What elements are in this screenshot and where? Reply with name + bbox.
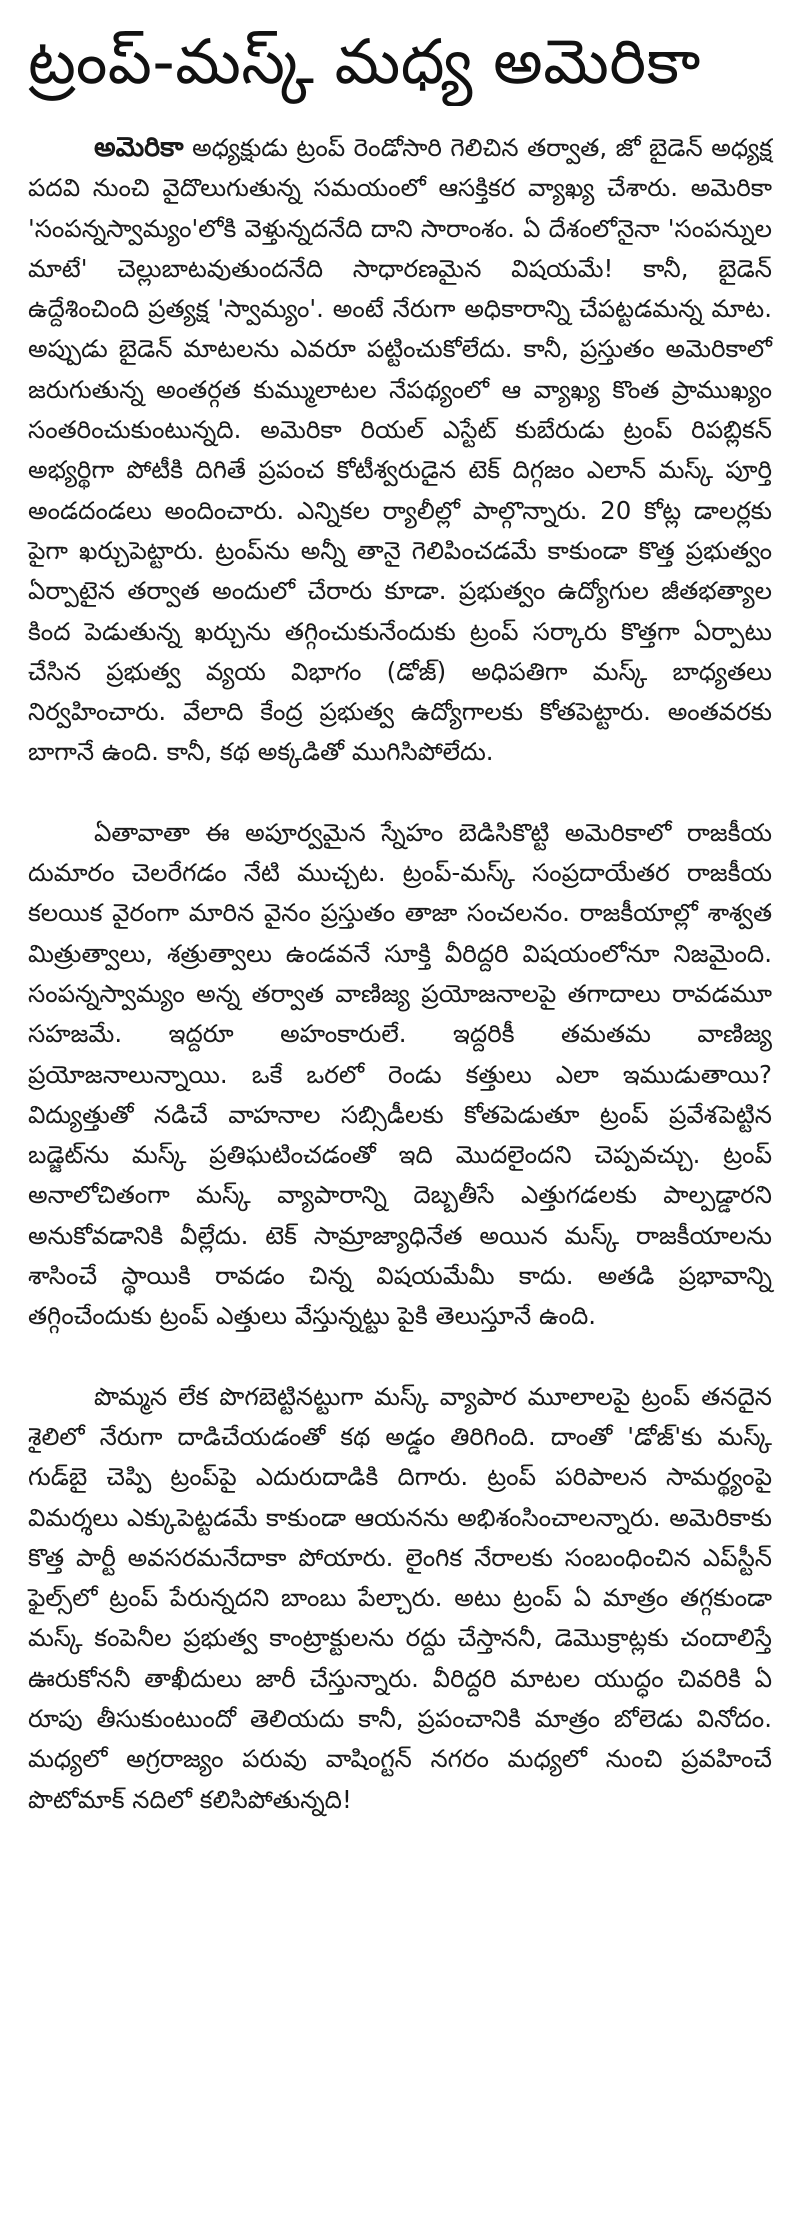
article-body xyxy=(28,128,772,1820)
paragraph-1 xyxy=(28,128,772,773)
article-headline: ట్రంప్-మస్క్ మధ్య అమెరికా xyxy=(28,25,701,98)
paragraph-3: పొమ్మన లేక పొగబెట్టినట్టుగా మస్క్ వ్యాపార మూలాలపై ట్రంప్ తనదైన శైలిలో నేరుగా దాడిచేయడంతో కథ అడ్డం తిరిగింది. దాంతో 'డోజ్'కు మస్క్ గుడ్‌బై చెప్పి ట్రంప్‌పై ఎదురుదాడికి దిగారు. ట్రంప్ పరిపాలన సామర్థ్యంపై విమర్శలు ఎక్కుపెట్టడమే కాకుండా ఆయనను అభిశంసించాలన్నారు. అమెరికాకు కొత్త పార్టీ అవసరమనేదాకా పోయారు. లైంగిక నేరాలకు సంబంధించిన ఎప్‌స్టీన్ ఫైల్స్‌లో ట్రంప్ పేరున్నదని బాంబు పేల్చారు. అటు ట్రంప్ ఏ మాత్రం తగ్గకుండా మస్క్ కంపెనీల ప్రభుత్వ కాంట్రాక్టులను రద్దు చేస్తాననీ, డెమొక్రాట్లకు చందాలిస్తే ఊరుకోననీ తాఖీదులు జారీ చేస్తున్నారు. వీరిద్దరి మాటల యుద్ధం చివరికి ఏ రూపు తీసుకుంటుందో తెలియదు కానీ, ప్రపంచానికి మాత్రం బోలెడు వినోదం. మధ్యలో అగ్రరాజ్యం పరువు వాషింగ్టన్ నగరం మధ్యలో నుంచి ప్రవహించే పొటోమాక్ నదిలో కలిసిపోతున్నది! xyxy=(28,1381,772,1814)
lead-word: అమెరికా xyxy=(94,132,184,163)
paragraph-2: ఏతావాతా ఈ అపూర్వమైన స్నేహం బెడిసికొట్టి అమెరికాలో రాజకీయ దుమారం చెలరేగడం నేటి ముచ్చట. ట్రంప్-మస్క్ సంప్రదాయేతర రాజకీయ కలయిక వైరంగా మారిన వైనం ప్రస్తుతం తాజా సంచలనం. రాజకీయాల్లో శాశ్వత మిత్రుత్వాలు, శత్రుత్వాలు ఉండవనే సూక్తి వీరిద్దరి విషయంలోనూ నిజమైంది. సంపన్నస్వామ్యం అన్న తర్వాత వాణిజ్య ప్రయోజనాలపై తగాదాలు రావడమూ సహజమే. ఇద్దరూ అహంకారులే. ఇద్దరికీ తమతమ వాణిజ్య ప్రయోజనాలున్నాయి. ఒకే ఒరలో రెండు కత్తులు ఎలా ఇముడుతాయి? విద్యుత్తుతో నడిచే వాహనాల సబ్సిడీలకు కోతపెడుతూ ట్రంప్ ప్రవేశపెట్టిన బడ్జెట్‌ను మస్క్ ప్రతిఘటించడంతో ఇది మొదలైందని చెప్పవచ్చు. ట్రంప్ అనాలోచితంగా మస్క్ వ్యాపారాన్ని దెబ్బతీసే ఎత్తుగడలకు పాల్పడ్డారని అనుకోవడానికి వీల్లేదు. టెక్ సామ్రాజ్యాధినేత అయిన మస్క్ రాజకీయాలను శాసించే స్థాయికి రావడం చిన్న విషయమేమీ కాదు. అతడి ప్రభావాన్ని తగ్గించేందుకు ట్రంప్ ఎత్తులు వేస్తున్నట్టు పైకి తెలుస్తూనే ఉంది. xyxy=(28,817,772,1331)
paragraph-1-text: అధ్యక్షుడు ట్రంప్ రెండోసారి గెలిచిన తర్వాత, జో బైడెన్ అధ్యక్ష పదవి నుంచి వైదొలుగుతున్న సమయంలో ఆసక్తికర వ్యాఖ్య చేశారు. అమెరికా 'సంపన్నస్వామ్యం'లోకి వెళ్తున్నదనేది దాని సారాంశం. ఏ దేశంలోనైనా 'సంపన్నుల మాటే' చెల్లుబాటవుతుందనేది సాధారణమైన విషయమే! కానీ, బైడెన్ ఉద్దేశించింది ప్రత్యక్ష 'స్వామ్యం'. అంటే నేరుగా అధికారాన్ని చేపట్టడమన్న మాట. అప్పుడు బైడెన్ మాటలను ఎవరూ పట్టించుకోలేదు. కానీ, ప్రస్తుతం అమెరికాలో జరుగుతున్న అంతర్గత కుమ్ములాటల నేపథ్యంలో ఆ వ్యాఖ్య కొంత ప్రాముఖ్యం సంతరించుకుంటున్నది. అమెరికా రియల్ ఎస్టేట్ కుబేరుడు ట్రంప్ రిపబ్లికన్ అభ్యర్థిగా పోటీకి దిగితే ప్రపంచ కోటీశ్వరుడైన టెక్ దిగ్గజం ఎలాన్ మస్క్ పూర్తి అండదండలు అందించారు. ఎన్నికల ర్యాలీల్లో పాల్గొన్నారు. 20 కోట్ల డాలర్లకు పైగా ఖర్చుపెట్టారు. ట్రంప్‌ను అన్నీ తానై గెలిపించడమే కాకుండా కొత్త ప్రభుత్వం ఏర్పాటైన తర్వాత అందులో చేరారు కూడా. ప్రభుత్వం ఉద్యోగుల జీతభత్యాల కింద పెడుతున్న ఖర్చును తగ్గించుకునేందుకు ట్రంప్ సర్కారు కొత్తగా ఏర్పాటు చేసిన ప్రభుత్వ వ్యయ విభాగం (డోజ్) అధిపతిగా మస్క్ బాధ్యతలు నిర్వహించారు. వేలాది కేంద్ర ప్రభుత్వ ఉద్యోగాలకు కోతపెట్టారు. అంతవరకు బాగానే ఉంది. కానీ, కథ అక్కడితో ముగిసిపోలేదు. xyxy=(28,133,772,767)
